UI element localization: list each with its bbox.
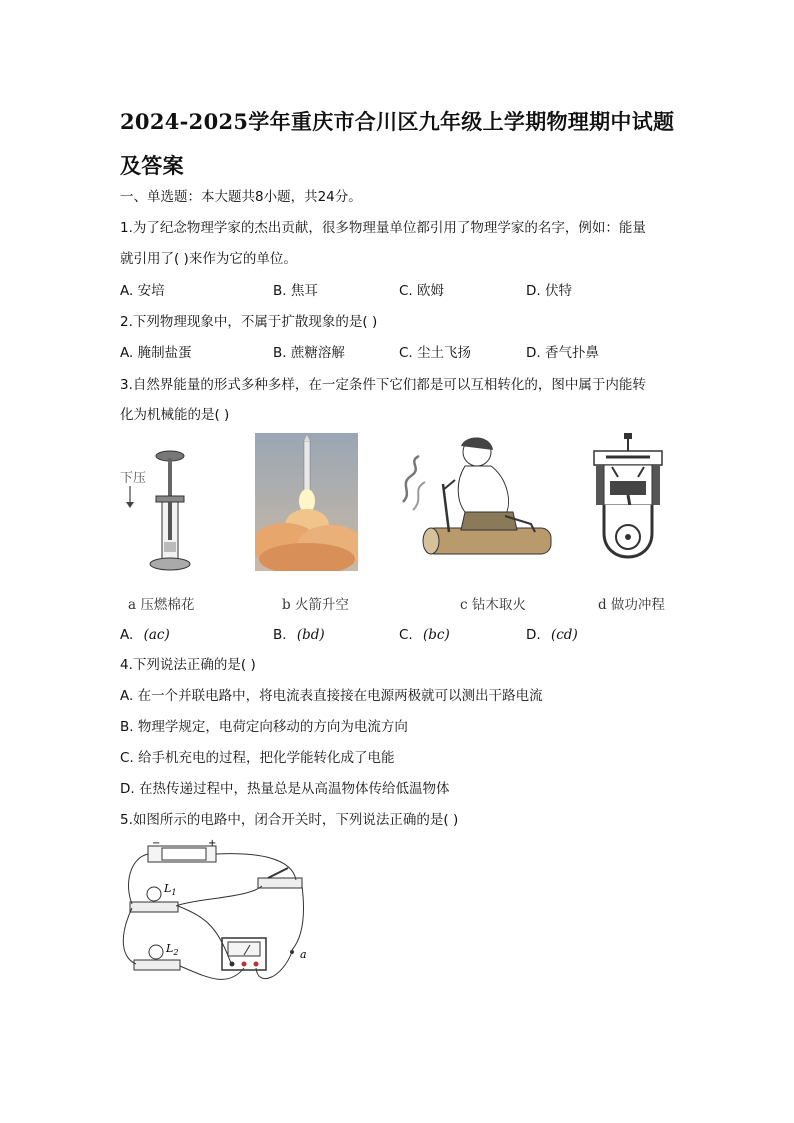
q1-option-b: B. 焦耳: [273, 283, 318, 299]
q3-option-b-letter: B.: [273, 627, 287, 643]
l2-subscript: 2: [173, 948, 179, 957]
figure-c-caption: c 钻木取火: [460, 597, 526, 613]
figure-b-rocket-launch: [255, 433, 358, 571]
l2-label: [165, 942, 178, 957]
q1-option-d: D. 伏特: [526, 283, 572, 299]
figure-a-caption: a 压燃棉花: [128, 597, 195, 613]
q3-option-b-value: (bd): [296, 627, 325, 643]
q1-option-a: A. 安培: [120, 283, 165, 299]
q3-option-c-letter: C.: [399, 627, 413, 643]
q3-option-a-letter: A.: [120, 627, 134, 643]
l1-label: [163, 882, 176, 897]
q3-option-b: [273, 626, 325, 644]
q2-option-d: D. 香气扑鼻: [526, 345, 599, 361]
page-title: 2024-2025学年重庆市合川区九年级上学期物理期中试题及答案: [120, 109, 675, 178]
figure-c-drilling-fire: [395, 432, 553, 572]
q4-text: 4.下列说法正确的是( ): [120, 657, 256, 673]
figure-d-caption: d 做功冲程: [598, 597, 665, 613]
q5-circuit-diagram: [118, 838, 318, 996]
q3-text-line1: 3.自然界能量的形式多种多样，在一定条件下它们都是可以互相转化的，图中属于内能转: [120, 377, 646, 393]
q2-option-a: A. 腌制盐蛋: [120, 345, 192, 361]
q3-option-d: [526, 626, 578, 644]
q3-text-line2: 化为机械能的是( ): [120, 407, 230, 423]
l2-letter: L: [166, 942, 174, 955]
battery-plus-label: +: [208, 838, 217, 849]
l1-letter: L: [164, 882, 172, 895]
q2-option-b: B. 蔗糖溶解: [273, 345, 345, 361]
q4-option-c: C. 给手机充电的过程，把化学能转化成了电能: [120, 750, 395, 766]
q3-option-c-value: (bc): [423, 627, 450, 643]
q1-option-c: C. 欧姆: [399, 283, 445, 299]
q3-option-a: [120, 626, 170, 644]
q3-option-c: [399, 626, 450, 644]
q3-option-a-value: (ac): [143, 627, 170, 643]
q2-option-c: C. 尘土飞扬: [399, 345, 472, 361]
figure-b-caption: b 火箭升空: [282, 597, 349, 613]
q1-text-line2: 就引用了( )来作为它的单位。: [120, 251, 297, 267]
figure-d-engine-power-stroke: [588, 433, 668, 571]
l1-subscript: 1: [171, 888, 177, 897]
q2-text: 2.下列物理现象中，不属于扩散现象的是( ): [120, 314, 378, 330]
q4-option-d: D. 在热传递过程中，热量总是从高温物体传给低温物体: [120, 781, 450, 797]
section-heading: 一、单选题：本大题共8小题，共24分。: [120, 189, 362, 205]
battery-minus-label: −: [152, 838, 161, 849]
q3-option-d-value: (cd): [550, 627, 578, 643]
q4-option-a: A. 在一个并联电路中，将电流表直接接在电源两极就可以测出干路电流: [120, 688, 543, 704]
figure-a-compression-apparatus: [118, 446, 198, 576]
press-label: 下压: [120, 471, 147, 486]
q4-option-b: B. 物理学规定，电荷定向移动的方向为电流方向: [120, 719, 408, 735]
q1-text-line1: 1.为了纪念物理学家的杰出贡献，很多物理量单位都引用了物理学家的名字，例如：能量: [120, 220, 646, 236]
node-a-label: a: [300, 948, 307, 961]
q5-text: 5.如图所示的电路中，闭合开关时，下列说法正确的是( ): [120, 812, 459, 828]
q3-option-d-letter: D.: [526, 627, 541, 643]
